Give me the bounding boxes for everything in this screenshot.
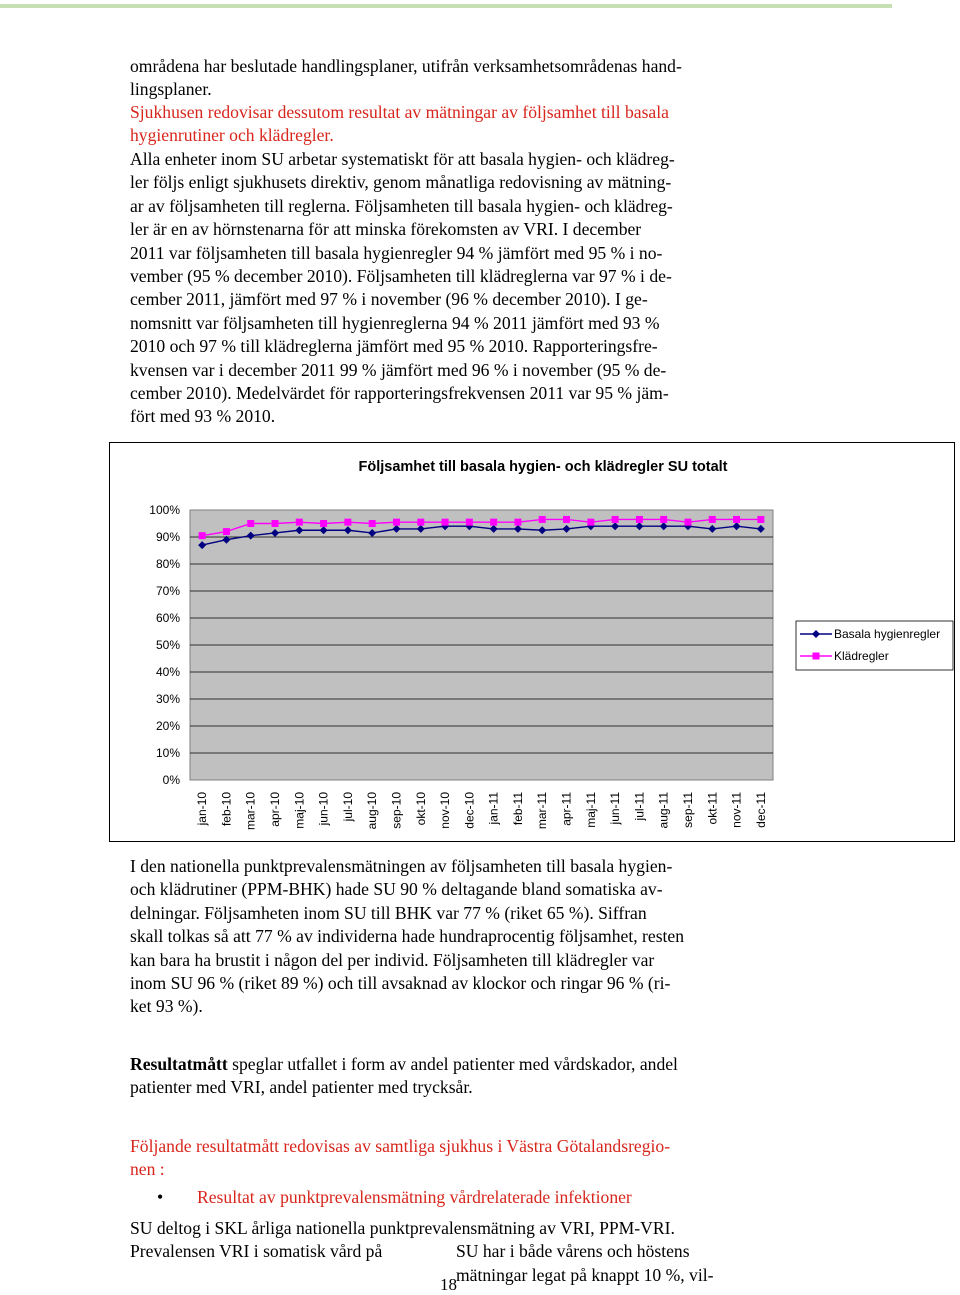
y-tick-label: 80% [155,557,180,571]
data-point-1 [417,519,424,526]
data-point-1 [296,519,303,526]
data-point-1 [199,532,206,539]
outcome-measures-paragraph: Resultatmått speglar utfallet i form av andel patienter med vårdskador, andel patienter med VRI, andel patienter med trycksår. [130,1054,678,1098]
chart-canvas [110,443,956,843]
y-tick-label: 10% [155,746,180,760]
ppm-vri-line-left: Prevalensen VRI i somatisk vård på [130,1241,383,1261]
bullet-dot-icon: • [157,1187,164,1207]
data-point-1 [514,519,521,526]
data-point-1 [563,516,570,523]
outcome-measures-term: Resultatmått [130,1054,228,1074]
data-point-1 [684,519,691,526]
data-point-1 [369,520,376,527]
data-point-1 [539,516,546,523]
y-tick-label: 30% [155,692,180,706]
y-tick-label: 40% [155,665,180,679]
x-tick-label: sep-10 [389,792,404,829]
data-point-1 [733,516,740,523]
data-point-1 [636,516,643,523]
data-point-1 [490,519,497,526]
x-tick-label: aug-11 [656,792,671,829]
x-tick-label: sep-11 [680,792,695,828]
data-point-1 [393,519,400,526]
x-tick-label: maj-10 [292,792,307,829]
x-tick-label: dec-11 [753,792,768,828]
page-number: 18 [440,1275,457,1294]
chart-title: Följsamhet till basala hygien- och klädregler SU totalt [358,459,728,475]
red-note-outcomes: Följande resultatmått redovisas av samtliga sjukhus i Västra Götalandsregio- nen : [130,1136,671,1180]
y-tick-label: 60% [155,611,180,625]
x-tick-label: jan-11 [486,792,501,825]
top-divider [0,4,892,8]
x-tick-label: aug-10 [365,792,380,830]
x-tick-label: jul-10 [340,792,355,822]
data-point-1 [757,516,764,523]
x-tick-label: jul-11 [632,792,647,821]
x-tick-label: okt-10 [413,792,428,826]
y-tick-label: 90% [155,530,180,544]
data-point-1 [466,519,473,526]
x-tick-label: dec-10 [462,792,477,829]
data-point-1 [587,519,594,526]
x-tick-label: feb-11 [510,792,525,826]
ppm-vri-paragraph: SU deltog i SKL årliga nationella punktprevalensmätning av VRI, PPM-VRI. [130,1218,675,1238]
x-tick-label: jun-10 [316,792,331,826]
y-tick-label: 0% [162,773,180,787]
red-note-hygiene: Sjukhusen redovisar dessutom resultat av mätningar av följsamhet till basala hygienrutiner och klädregler. [130,102,669,146]
legend-label: Klädregler [834,649,889,663]
x-tick-label: feb-10 [219,792,234,827]
y-axis-ticks [149,503,180,787]
x-tick-label: nov-11 [729,792,744,828]
x-tick-label: apr-11 [559,792,574,826]
legend-label: Basala hygienregler [834,627,941,641]
x-axis-ticks [195,792,768,830]
data-point-1 [442,519,449,526]
data-point-1 [612,516,619,523]
y-tick-label: 20% [155,719,180,733]
intro-text: områdena har beslutade handlingsplaner, utifrån verksamhetsområdenas hand- lingsplaner. [130,56,682,100]
y-tick-label: 50% [155,638,180,652]
data-point-1 [320,520,327,527]
x-tick-label: apr-10 [268,792,283,827]
data-point-1 [344,519,351,526]
data-point-1 [709,516,716,523]
data-point-1 [223,528,230,535]
legend-marker [813,653,820,660]
ppm-vri-line-right-2: mätningar legat på knappt 10 %, vil- [456,1265,714,1285]
compliance-paragraph: Alla enheter inom SU arbetar systematiskt för att basala hygien- och klädreg- ler följs enligt sjukhusets direktiv, genom månatliga redovisning av mätning- ar av följsamheten till reglerna. Följsamheten till basala hygien- och klädreg- ler är en av hörnstenarna för att minska förekomsten av VRI. I december 2011 var följsamheten till basala hygienregler 94 % jämfört med 95 % i no- vember (95 % december 2010). Följsamheten till klädreglerna var 97 % i de- cember 2011, jämfört med 97 % i november (96 % december 2010). I ge- nomsnitt var följsamheten till hygienreglerna 94 % 2011 jämfört med 93 % 2010 och 97 % till klädreglerna jämfört med 95 % 2010. Rapporteringsfre- kvensen var i december 2011 99 % jämfört med 96 % i november (95 % de- cember 2010). Medelvärdet för rapporteringsfrekvensen 2011 var 95 % jäm- fört med 93 % 2010. [130,149,675,427]
ppm-bhk-paragraph: I den nationella punktprevalensmätningen av följsamheten till basala hygien- och klädrutiner (PPM-BHK) hade SU 90 % deltagande bland somatiska av- delningar. Följsamheten inom SU till BHK var 77 % (riket 65 %). Siffran skall tolkas så att 77 % av individerna hade hundraprocentig följsamhet, resten kan bara ha brustit i någon del per individ. Följsamheten till klädregler var inom SU 96 % (riket 89 %) och till avsaknad av klockor och ringar 96 % (ri- ket 93 %). [130,856,685,1017]
data-point-1 [247,520,254,527]
x-tick-label: jan-10 [195,792,210,826]
legend [796,621,953,670]
data-point-1 [660,516,667,523]
x-tick-label: mar-11 [535,792,550,830]
compliance-chart [109,442,955,842]
x-tick-label: nov-10 [438,792,453,829]
x-tick-label: okt-11 [705,792,720,825]
x-tick-label: jun-11 [608,792,623,825]
y-tick-label: 70% [155,584,180,598]
data-point-1 [272,520,279,527]
ppm-vri-line-right: SU har i både vårens och höstens [456,1241,690,1261]
x-tick-label: mar-10 [243,792,258,831]
y-tick-label: 100% [149,503,180,517]
bullet-text: Resultat av punktprevalensmätning vårdrelaterade infektioner [197,1187,632,1207]
x-tick-label: maj-11 [583,792,598,828]
